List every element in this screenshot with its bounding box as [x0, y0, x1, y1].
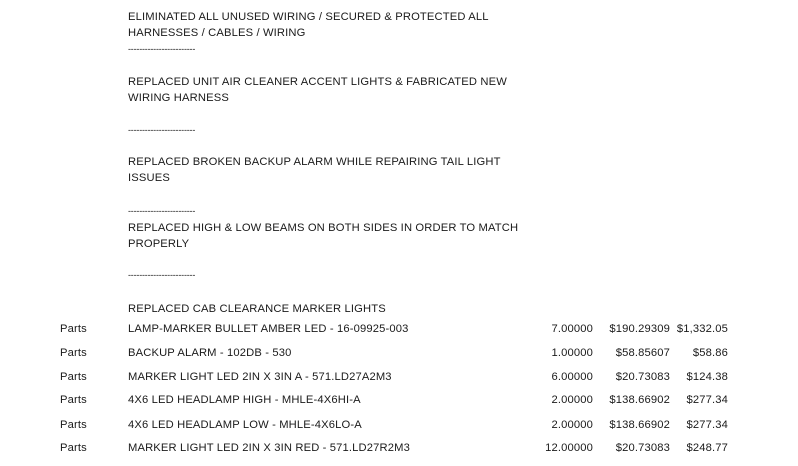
work-note: REPLACED CAB CLEARANCE MARKER LIGHTS: [128, 303, 386, 315]
line-unit-price: $190.29309: [609, 323, 670, 335]
line-description: MARKER LIGHT LED 2IN X 3IN A - 571.LD27A2M3: [128, 371, 392, 383]
line-description: 4X6 LED HEADLAMP LOW - MHLE-4X6LO-A: [128, 419, 362, 431]
line-description: LAMP-MARKER BULLET AMBER LED - 16-09925-003: [128, 323, 409, 335]
separator: ------------------------: [128, 270, 196, 280]
line-type: Parts: [60, 347, 87, 359]
separator: ------------------------: [128, 206, 196, 216]
work-note: ELIMINATED ALL UNUSED WIRING / SECURED & PROTECTED ALL HARNESSES / CABLES / WIRING: [128, 11, 489, 39]
line-type: Parts: [60, 371, 87, 383]
work-note: REPLACED HIGH & LOW BEAMS ON BOTH SIDES IN ORDER TO MATCH PROPERLY: [128, 222, 519, 250]
line-quantity: 6.00000: [551, 371, 593, 383]
line-amount: $277.34: [686, 394, 728, 406]
line-unit-price: $58.85607: [615, 347, 670, 359]
line-description: MARKER LIGHT LED 2IN X 3IN RED - 571.LD27R2M3: [128, 442, 410, 454]
line-description: 4X6 LED HEADLAMP HIGH - MHLE-4X6HI-A: [128, 394, 361, 406]
line-amount: $58.86: [692, 347, 728, 359]
line-amount: $277.34: [686, 419, 728, 431]
line-amount: $1,332.05: [676, 323, 728, 335]
line-unit-price: $20.73083: [615, 371, 670, 383]
line-type: Parts: [60, 419, 87, 431]
line-quantity: 2.00000: [551, 419, 593, 431]
table-row: [0, 369, 798, 385]
line-description: BACKUP ALARM - 102DB - 530: [128, 347, 292, 359]
table-row: [0, 392, 798, 408]
line-quantity: 1.00000: [551, 347, 593, 359]
line-amount: $124.38: [686, 371, 728, 383]
work-note: REPLACED UNIT AIR CLEANER ACCENT LIGHTS & FABRICATED NEW WIRING HARNESS: [128, 76, 507, 104]
line-quantity: 2.00000: [551, 394, 593, 406]
line-type: Parts: [60, 394, 87, 406]
line-type: Parts: [60, 442, 87, 454]
line-unit-price: $138.66902: [609, 419, 670, 431]
line-quantity: 7.00000: [551, 323, 593, 335]
line-unit-price: $20.73083: [615, 442, 670, 454]
table-row: [0, 345, 798, 361]
table-row: [0, 321, 798, 337]
table-row: [0, 417, 798, 433]
line-unit-price: $138.66902: [609, 394, 670, 406]
work-note: REPLACED BROKEN BACKUP ALARM WHILE REPAIRING TAIL LIGHT ISSUES: [128, 156, 501, 184]
separator: ------------------------: [128, 44, 196, 54]
separator: ------------------------: [128, 125, 196, 135]
line-amount: $248.77: [686, 442, 728, 454]
table-row: [0, 440, 798, 456]
line-type: Parts: [60, 323, 87, 335]
line-quantity: 12.00000: [545, 442, 593, 454]
